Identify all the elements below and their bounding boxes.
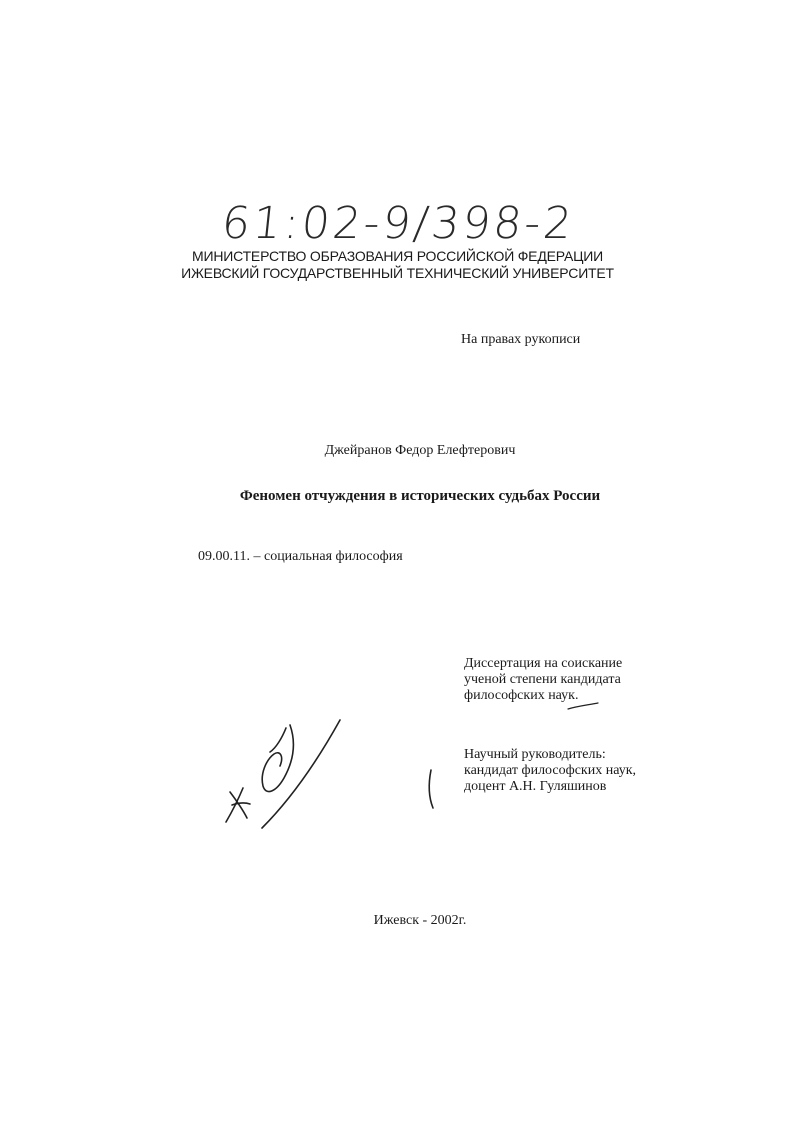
rights-note: На правах рукописи (461, 332, 581, 347)
city-year: Ижевск - 2002г. (373, 913, 467, 928)
author-name: Джейранов Федор Елефтерович (324, 443, 516, 458)
specialty-code: 09.00.11. – социальная философия (198, 549, 403, 564)
advisor-line-2: кандидат философских наук, (464, 763, 636, 778)
advisor-line-1: Научный руководитель: (464, 747, 606, 762)
degree-line-3: философских наук. (464, 688, 579, 703)
degree-line-1: Диссертация на соискание (464, 656, 623, 671)
archive-code-stamp: 61:02-9/398-2 (219, 198, 578, 249)
university-heading: ИЖЕВСКИЙ ГОСУДАРСТВЕННЫЙ ТЕХНИЧЕСКИЙ УНИВЕРСИТЕТ (181, 265, 614, 281)
advisor-line-3: доцент А.Н. Гуляшинов (464, 779, 607, 794)
ministry-heading: МИНИСТЕРСТВО ОБРАЗОВАНИЯ РОССИЙСКОЙ ФЕДЕРАЦИИ (192, 248, 603, 264)
dissertation-title: Феномен отчуждения в исторических судьбах России (239, 488, 601, 504)
degree-line-2: ученой степени кандидата (464, 672, 621, 687)
